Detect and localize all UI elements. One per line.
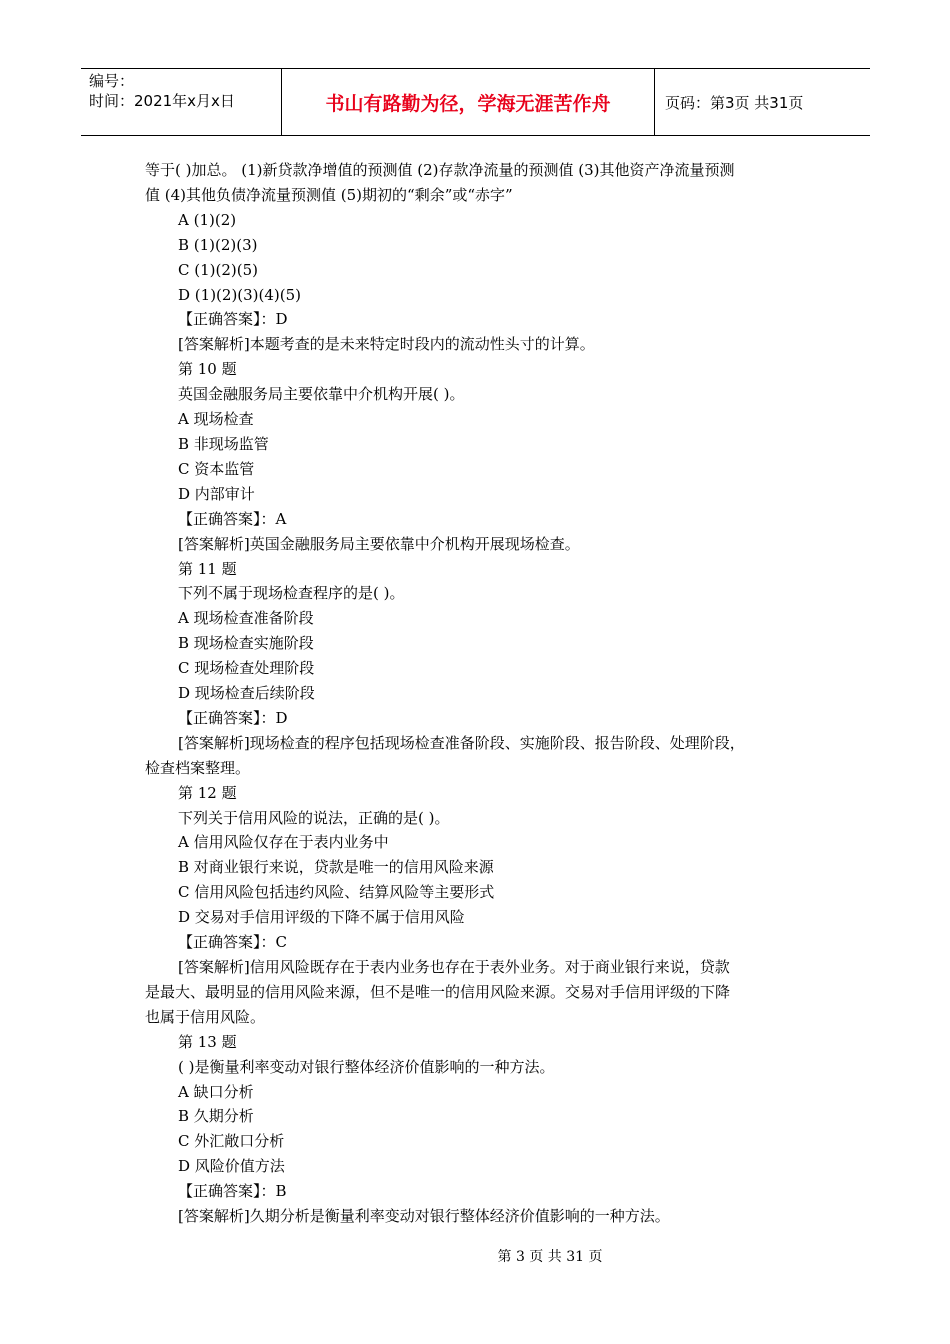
- correct-answer: 【正确答案】：C: [178, 933, 287, 952]
- answer-analysis-cont: 是最大、最明显的信用风险来源，但不是唯一的信用风险来源。交易对手信用评级的下降: [145, 982, 731, 1001]
- answer-analysis: [答案解析]信用风险既存在于表内业务也存在于表外业务。对于商业银行来说，贷款: [178, 958, 730, 976]
- option: D (1)(2)(3)(4)(5): [178, 285, 302, 304]
- option: A 信用风险仅存在于表内业务中: [178, 833, 389, 852]
- answer-analysis-cont: 检查档案整理。: [145, 758, 251, 777]
- option: C 外汇敞口分析: [178, 1132, 285, 1151]
- header-meta: [81, 69, 282, 135]
- header-motto: 书山有路勤为径，学海无涯苦作舟: [282, 69, 655, 135]
- option: C 资本监管: [178, 459, 255, 478]
- correct-answer: 【正确答案】：D: [178, 708, 288, 727]
- option: B 非现场监管: [178, 434, 269, 453]
- answer-analysis: [答案解析]久期分析是衡量利率变动对银行整体经济价值影响的一种方法。: [178, 1207, 670, 1226]
- option: B 现场检查实施阶段: [178, 634, 314, 653]
- option: B 久期分析: [178, 1107, 254, 1126]
- option: A 缺口分析: [178, 1082, 254, 1101]
- question-stem: 英国金融服务局主要依靠中介机构开展( )。: [178, 385, 465, 404]
- question-stem: ( )是衡量利率变动对银行整体经济价值影响的一种方法。: [178, 1057, 555, 1076]
- time-label: 时间：2021年x月x日: [89, 92, 235, 110]
- answer-analysis-cont: 也属于信用风险。: [145, 1007, 266, 1026]
- answer-analysis: [答案解析]本题考查的是未来特定时段内的流动性头寸的计算。: [178, 335, 595, 354]
- option: D 交易对手信用评级的下降不属于信用风险: [178, 908, 465, 927]
- doc-number-label: 编号：: [89, 72, 135, 90]
- option: A (1)(2): [178, 210, 237, 229]
- option: C (1)(2)(5): [178, 260, 258, 279]
- header-page-info: 页码：第3页 共31页: [665, 93, 804, 112]
- question-number: 第 12 题: [178, 783, 237, 802]
- question-number: 第 13 题: [178, 1032, 237, 1051]
- option: C 现场检查处理阶段: [178, 659, 315, 678]
- option: A 现场检查: [178, 410, 254, 429]
- option: A 现场检查准备阶段: [178, 609, 314, 628]
- option: D 现场检查后续阶段: [178, 684, 315, 703]
- option: B 对商业银行来说，贷款是唯一的信用风险来源: [178, 858, 494, 877]
- document-body: [145, 158, 825, 1229]
- question-stem: 下列不属于现场检查程序的是( )。: [178, 584, 405, 603]
- page-header: [81, 68, 870, 136]
- option: D 风险价值方法: [178, 1157, 285, 1176]
- question-stem: 下列关于信用风险的说法，正确的是( )。: [178, 808, 450, 827]
- question-number: 第 10 题: [178, 360, 237, 379]
- page-footer: 第 3 页 共 31 页: [497, 1249, 603, 1265]
- intro-line-1: 等于( )加总。 (1)新贷款净增值的预测值 (2)存款净流量的预测值 (3)其他资产净流量预测: [145, 161, 735, 179]
- option: C 信用风险包括违约风险、结算风险等主要形式: [178, 883, 495, 902]
- correct-answer: 【正确答案】：A: [178, 509, 287, 528]
- answer-analysis: [答案解析]英国金融服务局主要依靠中介机构开展现场检查。: [178, 534, 580, 553]
- intro-line-2: 值 (4)其他负债净流量预测值 (5)期初的“剩余”或“赤字”: [145, 185, 513, 204]
- option: B (1)(2)(3): [178, 235, 258, 254]
- answer-analysis: [答案解析]现场检查的程序包括现场检查准备阶段、实施阶段、报告阶段、处理阶段，: [178, 733, 745, 752]
- option: D 内部审计: [178, 484, 255, 503]
- question-number: 第 11 题: [178, 559, 237, 578]
- correct-answer: 【正确答案】：D: [178, 310, 288, 329]
- correct-answer: 【正确答案】：B: [178, 1182, 287, 1201]
